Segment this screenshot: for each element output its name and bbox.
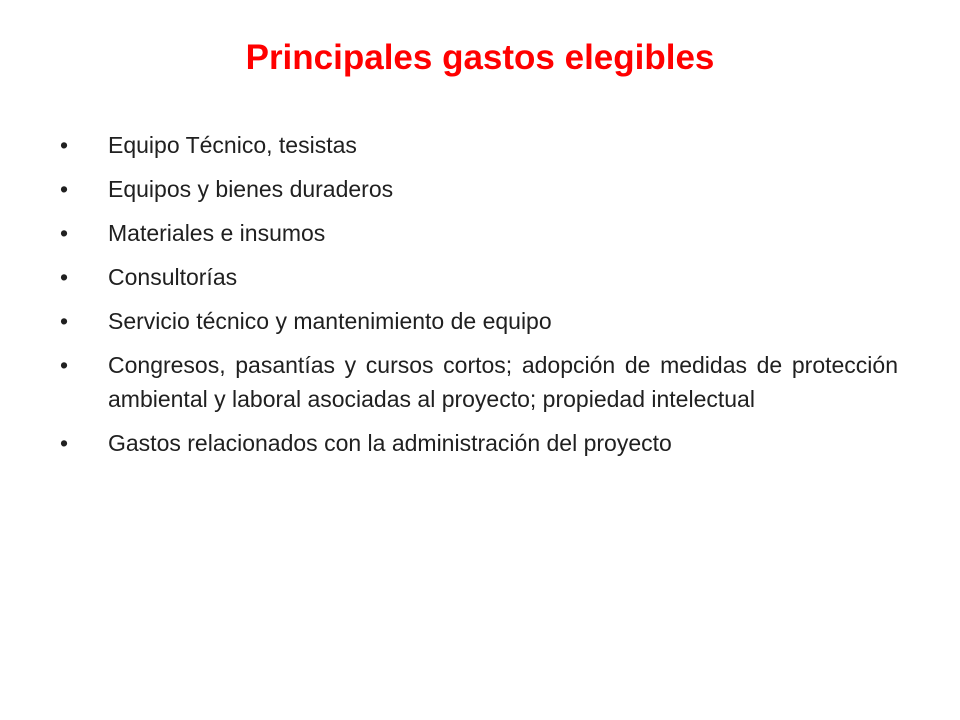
bullet-icon: • bbox=[60, 264, 69, 290]
list-item bbox=[60, 304, 898, 338]
list-item bbox=[60, 128, 898, 162]
list-item bbox=[60, 260, 898, 294]
list-item-text: Servicio técnico y mantenimiento de equipo bbox=[108, 308, 552, 334]
list-item bbox=[60, 172, 898, 206]
list-item-text: Equipo Técnico, tesistas bbox=[108, 132, 357, 158]
bullet-icon: • bbox=[60, 352, 69, 378]
bullet-icon: • bbox=[60, 132, 69, 158]
list-item bbox=[60, 348, 898, 416]
list-item-text: Consultorías bbox=[108, 264, 238, 290]
slide-title: Principales gastos elegibles bbox=[245, 38, 715, 77]
bullet-icon: • bbox=[60, 220, 69, 246]
bullet-list bbox=[60, 128, 898, 470]
bullet-icon: • bbox=[60, 430, 69, 456]
list-item-text: Congresos, pasantías y cursos cortos; adopción de medidas de protección ambiental y laboral asociadas al proyecto; propiedad intelectual bbox=[108, 352, 898, 412]
list-item-text: Materiales e insumos bbox=[108, 220, 326, 246]
list-item-text: Equipos y bienes duraderos bbox=[108, 176, 394, 202]
list-item bbox=[60, 426, 898, 460]
list-item bbox=[60, 216, 898, 250]
bullet-icon: • bbox=[60, 308, 69, 334]
bullet-icon: • bbox=[60, 176, 69, 202]
list-item-text: Gastos relacionados con la administración del proyecto bbox=[108, 430, 672, 456]
